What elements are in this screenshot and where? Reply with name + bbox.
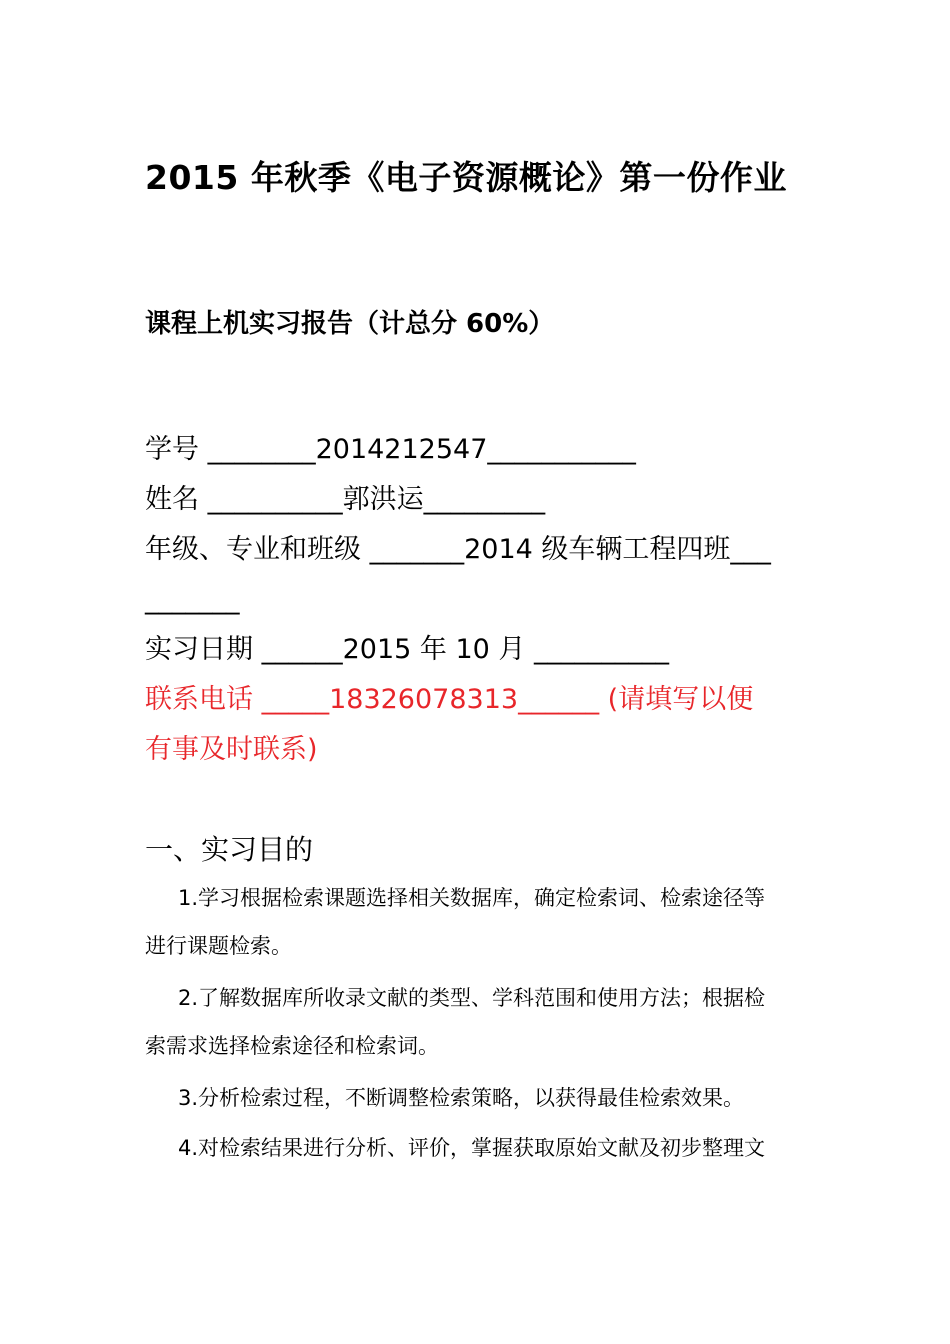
name-label: 姓名 (145, 484, 199, 515)
purpose-item-3-line1: 3.分析检索过程，不断调整检索策略，以获得最佳检索效果。 (178, 1086, 745, 1110)
date-line (145, 632, 669, 668)
phone-blank-pre: _____ (261, 684, 330, 715)
purpose-item-1-line2: 进行课题检索。 (145, 934, 292, 958)
student-id-blank-pre: ________ (207, 434, 316, 465)
grade-blank-post2: _______ (145, 584, 240, 615)
purpose-item-2-line2: 索需求选择检索途径和检索词。 (145, 1034, 439, 1058)
student-id-label: 学号 (145, 434, 199, 465)
name-value: 郭洪运 (342, 484, 424, 515)
grade-label: 年级、专业和班级 (145, 534, 361, 565)
purpose-item-1 (145, 874, 810, 970)
date-blank-pre: ______ (261, 634, 343, 665)
document-title: 2015 年秋季《电子资源概论》第一份作业 (145, 158, 787, 197)
grade-value: 2014 级车辆工程四班 (464, 534, 731, 565)
date-blank-post: __________ (534, 634, 670, 665)
section-heading: 一、实习目的 (145, 833, 314, 866)
purpose-item-3 (145, 1074, 810, 1122)
phone-value: 18326078313 (329, 684, 519, 715)
grade-line-continued (145, 582, 240, 618)
document-subtitle: 课程上机实习报告（计总分 60%） (145, 309, 555, 339)
phone-line (145, 682, 753, 718)
name-line (145, 482, 545, 518)
phone-blank-post: ______ (518, 684, 600, 715)
phone-note-line1: (请填写以便 (607, 684, 754, 715)
phone-note-line2: 有事及时联系) (145, 734, 318, 765)
grade-blank-post: ___ (730, 534, 771, 565)
student-id-line (145, 432, 636, 468)
student-id-value: 2014212547 (315, 434, 488, 465)
purpose-item-2-line1: 2.了解数据库所收录文献的类型、学科范围和使用方法；根据检 (178, 986, 766, 1010)
purpose-item-2 (145, 974, 810, 1070)
phone-label: 联系电话 (145, 684, 253, 715)
student-id-blank-post: ___________ (487, 434, 636, 465)
date-value: 2015 年 10 月 (342, 634, 526, 665)
name-blank-pre: __________ (207, 484, 343, 515)
name-blank-post: _________ (423, 484, 546, 515)
purpose-item-4 (145, 1124, 810, 1172)
grade-blank-pre: _______ (369, 534, 465, 565)
purpose-item-1-line1: 1.学习根据检索课题选择相关数据库，确定检索词、检索途径等 (178, 886, 766, 910)
phone-note-line (145, 732, 318, 768)
grade-line (145, 532, 771, 568)
date-label: 实习日期 (145, 634, 253, 665)
purpose-item-4-line1: 4.对检索结果进行分析、评价，掌握获取原始文献及初步整理文 (178, 1136, 766, 1160)
